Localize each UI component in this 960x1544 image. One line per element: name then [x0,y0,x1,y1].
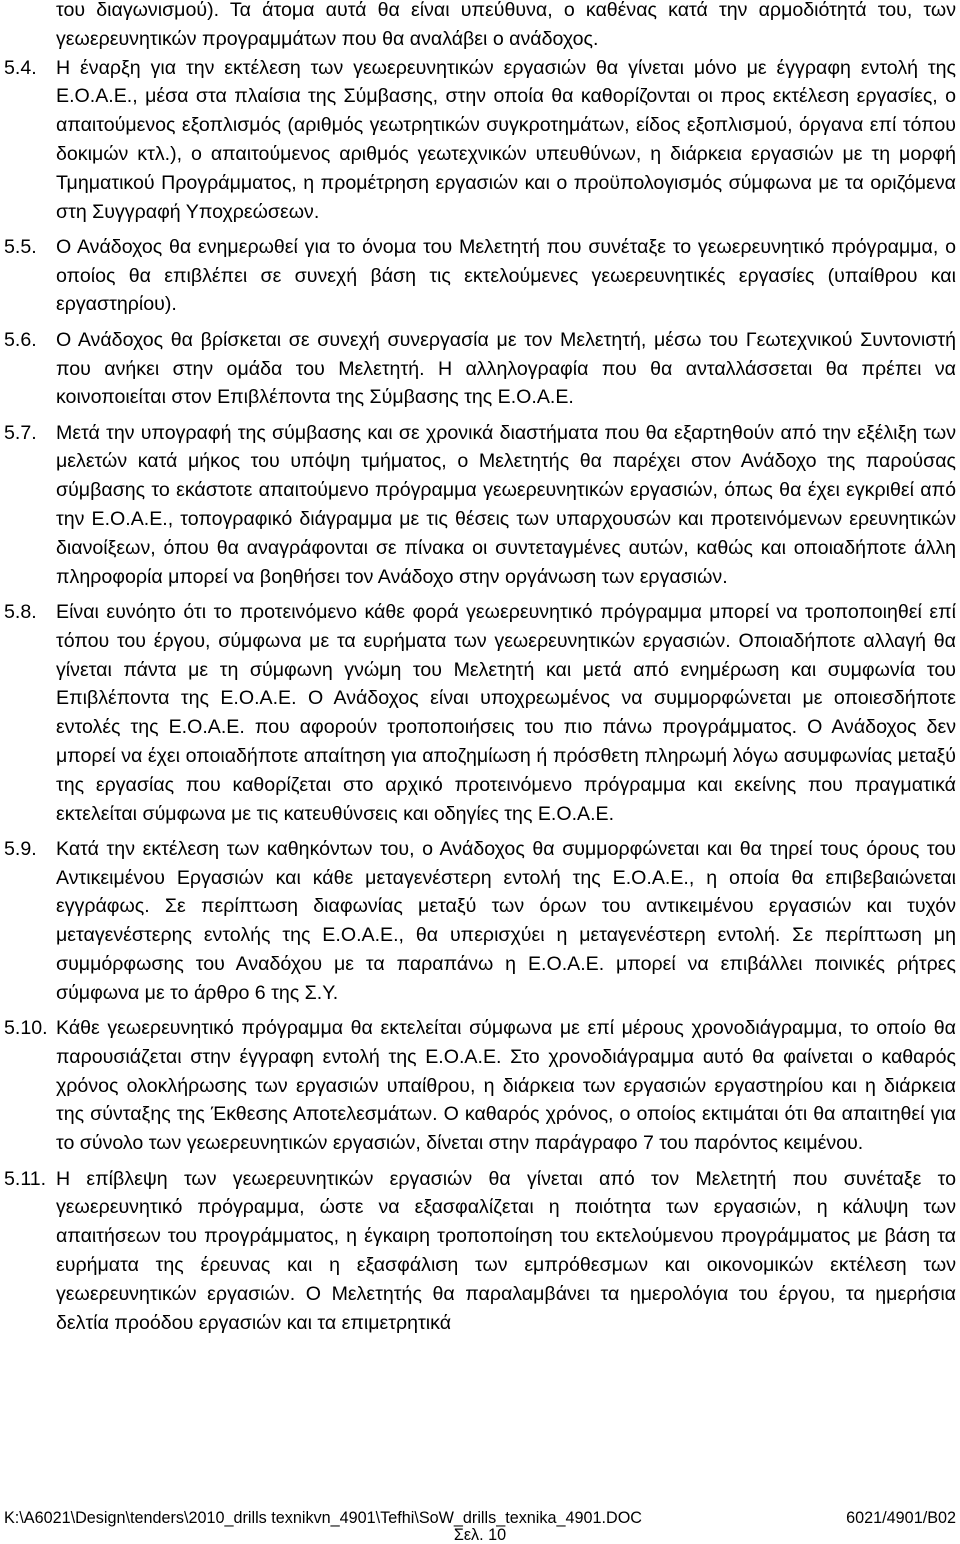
section-text: Ο Ανάδοχος θα ενημερωθεί για το όνομα του Μελετητή που συνέταξε το γεωερευνητικό πρόγραμμα, ο οποίος θα επιβλέπει σε συνεχή βάση τις εκτελούμενες γεωερευνητικές εργασίες (υπαίθρου και εργαστηρίου). [56,235,956,316]
section-5-7 [4,419,956,592]
section-5-4 [4,54,956,227]
section-number: 5.6. [4,328,37,351]
footer-document-code: 6021/4901/B02 [846,1509,956,1527]
section-text: Κάθε γεωερευνητικό πρόγραμμα θα εκτελείται σύμφωνα με επί μέρους χρονοδιάγραμμα, το οποίο θα παρουσιάζεται στην έγγραφη εντολή της Ε.Ο.Α.Ε. Στο χρονοδιάγραμμα αυτό θα φαίνεται ο καθαρός χρόνος ολοκλήρωσης των εργασιών υπαίθρου, η διάρκεια των εργασιών εργαστηρίου και η διάρκεια της σύνταξης της Έκθεσης Αποτελεσμάτων. Ο καθαρός χρόνος, ο οποίος εκτιμάται ότι θα απαιτηθεί για το σύνολο των γεωερευνητικών εργασιών, δίνεται στην παράγραφο 7 του παρόντος κειμένου. [56,1017,956,1155]
footer-file-path: K:\A6021\Design\tenders\2010_drills texnikvn_4901\Tefhi\SoW_drills_texnika_4901.DOC [4,1509,642,1527]
section-number: 5.4. [4,56,37,79]
section-5-8 [4,598,956,828]
section-text: Κατά την εκτέλεση των καθηκόντων του, ο Ανάδοχος θα συμμορφώνεται και θα τηρεί τους όρους του Αντικειμένου Εργασιών και κάθε μεταγενέστερη εντολή της Ε.Ο.Α.Ε., η οποία θα επιβεβαιώνεται εγγράφως. Σε περίπτωση διαφωνίας μεταξύ των όρων του αντικειμένου εργασιών και τυχόν μεταγενέστερης εντολής της Ε.Ο.Α.Ε., θα υπερισχύει η μεταγενέστερη εντολή. Σε περίπτωση μη συμμόρφωσης του Αναδόχου με τα παραπάνω η Ε.Ο.Α.Ε. μπορεί να επιβάλλει ποινικές ρήτρες σύμφωνα με το άρθρο 6 της Σ.Υ. [56,837,956,1004]
section-text: Είναι ευνόητο ότι το προτεινόμενο κάθε φορά γεωερευνητικό πρόγραμμα μπορεί να τροποποιηθεί επί τόπου του έργου, σύμφωνα με τα ευρήματα των γεωερευνητικών εργασιών. Οποιαδήποτε αλλαγή θα γίνεται πάντα με τη σύμφωνη γνώμη του Μελετητή και μετά από ενημέρωση και συμφωνία του Επιβλέποντα της Ε.Ο.Α.Ε. Ο Ανάδοχος είναι υποχρεωμένος να συμμορφώνεται με οποιεσδήποτε εντολές της Ε.Ο.Α.Ε. που αφορούν τροποποιήσεις του πιο πάνω προγράμματος. Ο Ανάδοχος δεν μπορεί να έχει οποιαδήποτε απαίτηση για αποζημίωση ή πρόσθετη πληρωμή λόγω ασυμφωνίας μεταξύ της εργασίας που καθορίζεται στο αρχικό προτεινόμενο πρόγραμμα και εκείνης που πραγματικά εκτελείται σύμφωνα με τις κατευθύνσεις και οδηγίες της Ε.Ο.Α.Ε. [56,600,956,825]
document-body [4,0,956,1337]
section-text: Η έναρξη για την εκτέλεση των γεωερευνητικών εργασιών θα γίνεται μόνο με έγγραφη εντολή της Ε.Ο.Α.Ε., μέσα στα πλαίσια της Σύμβασης, στην οποία θα καθορίζονται οι προς εκτέλεση εργασίες, ο απαιτούμενος εξοπλισμός (αριθμός γεωτρητικών συγκροτημάτων, είδος εξοπλισμού, όργανα επί τόπου δοκιμών κτλ.), ο απαιτούμενος αριθμός γεωτεχνικών υπευθύνων, η διάρκεια εργασιών με τη μορφή Τμηματικού Προγράμματος, η προμέτρηση εργασιών και ο προϋπολογισμός σύμφωνα με τα οριζόμενα στη Συγγραφή Υποχρεώσεων. [56,56,956,223]
section-5-9 [4,835,956,1008]
section-number: 5.9. [4,837,37,860]
section-number: 5.7. [4,421,37,444]
section-number: 5.5. [4,235,37,258]
page-number: Σελ. 10 [453,1526,507,1544]
section-text: Ο Ανάδοχος θα βρίσκεται σε συνεχή συνεργασία με τον Μελετητή, μέσω του Γεωτεχνικού Συντονιστή που ανήκει στην ομάδα του Μελετητή. Η αλληλογραφία που θα ανταλλάσσεται θα πρέπει να κοινοποιείται στον Επιβλέποντα της Σύμβασης της Ε.Ο.Α.Ε. [56,328,956,409]
section-5-5 [4,233,956,319]
section-number: 5.10. [4,1017,48,1040]
section-number: 5.11. [4,1167,47,1190]
page-footer [4,1509,956,1527]
section-text: Μετά την υπογραφή της σύμβασης και σε χρονικά διαστήματα που θα εξαρτηθούν από την εξέλιξη των μελετών κατά μήκος του υπόψη τμήματος, ο Μελετητής θα παρέχει στον Ανάδοχο της παρούσας σύμβασης το εκάστοτε απαιτούμενο πρόγραμμα γεωερευνητικών εργασιών, όπως θα έχει εγκριθεί από την Ε.Ο.Α.Ε., τοπογραφικό διάγραμμα με τις θέσεις των υπαρχουσών και προτεινόμενων ερευνητικών διανοίξεων, όπου θα αναγράφονται σε πίνακα οι συντεταγμένες αυτών, καθώς και οποιαδήποτε άλλη πληροφορία μπορεί να βοηθήσει τον Ανάδοχο στην οργάνωση των εργασιών. [56,421,956,588]
intro-continuation-paragraph: του διαγωνισμού). Τα άτομα αυτά θα είναι υπεύθυνα, ο καθένας κατά την αρμοδιότητά του, των γεωερευνητικών προγραμμάτων που θα αναλάβει ο ανάδοχος. [56,0,956,50]
section-5-6 [4,326,956,412]
section-text: Η επίβλεψη των γεωερευνητικών εργασιών θα γίνεται από τον Μελετητή που συνέταξε το γεωερευνητικό πρόγραμμα, ώστε να εξασφαλίζεται η ποιότητα των εργασιών, η κάλυψη των απαιτήσεων του προγράμματος, η έγκαιρη τροποποίηση του εκτελούμενου προγράμματος με βάση τα ευρήματα της έρευνας και η εξασφάλιση των εμπρόθεσμων και οικονομικών εκτέλεση των γεωερευνητικών εργασιών. Ο Μελετητής θα παραλαμβάνει τα ημερολόγια του έργου, τα ημερήσια δελτία προόδου εργασιών και τα επιμετρητικά [56,1167,956,1334]
section-number: 5.8. [4,600,37,623]
section-5-10 [4,1014,956,1158]
section-5-11 [4,1165,956,1338]
